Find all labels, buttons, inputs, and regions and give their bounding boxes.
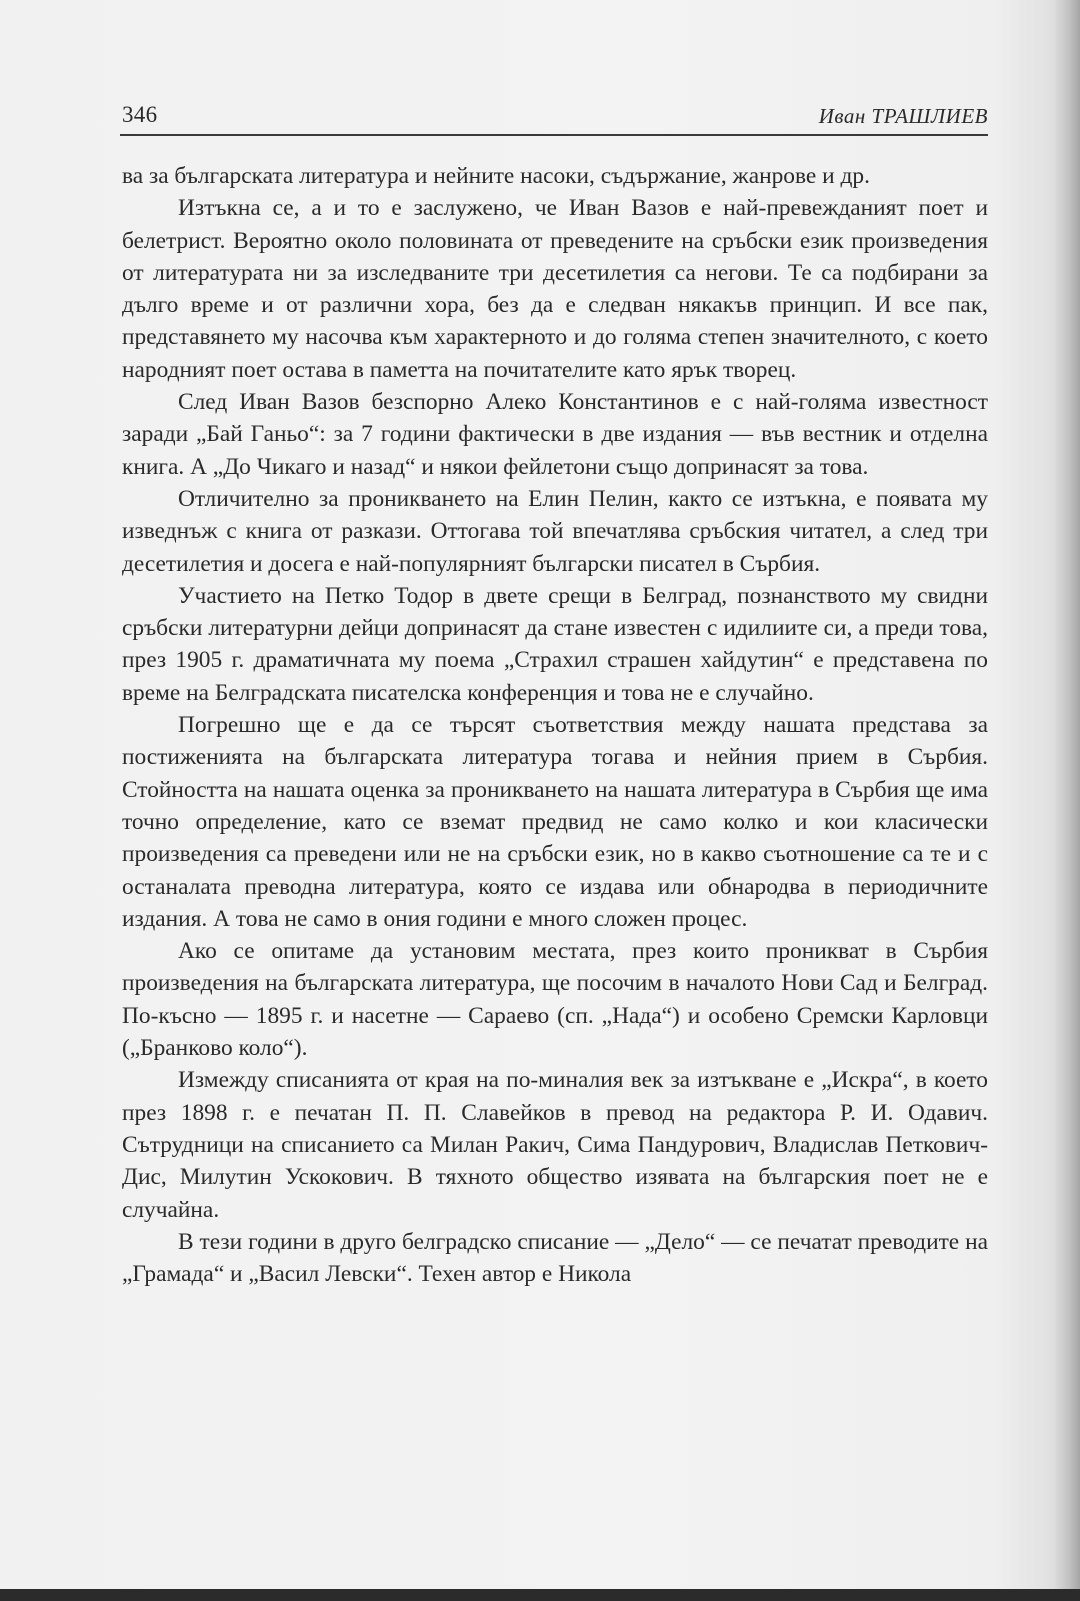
paragraph: След Иван Вазов безспорно Алеко Константинов е с най-голяма известност заради „Бай Ганьо“: за 7 години фактически в две издания — във вестник и отделна книга. А „До Чикаго и назад“ и някои фейлетони също допринасят за това.	[122, 389, 988, 480]
page-header	[122, 102, 988, 136]
paragraph: Ако се опитаме да установим местата, през които проникват в Сърбия произведения на българската литература, ще посочим в началото Нови Сад и Белград. По-късно — 1895 г. и насетне — Сараево (сп. „Нада“) и особено Сремски Карловци („Бранково коло“).	[122, 938, 988, 1062]
paragraph: ва за българската литература и нейните насоки, съдържание, жанрове и др.	[122, 163, 870, 189]
page-number: 346	[122, 102, 158, 127]
paragraph: Измежду списанията от края на по-миналия век за изтъкване е „Искра“, в което през 1898 г. е печатан П. П. Славейков в превод на редактора Р. И. Одавич. Сътрудници на списанието са Милан Ракич, Сима Пандурович, Владислав Петкович-Дис, Милутин Ускокович. В тяхното общество изявата на българския поет не е случайна.	[122, 1067, 988, 1223]
paragraph: Отличително за проникването на Елин Пелин, както се изтъкна, е появата му изведнъж с книга от разкази. Оттогава той впечатлява сръбския читател, а след три десетилетия и досега е най-популярният български писател в Сърбия.	[122, 485, 988, 577]
body-text	[122, 160, 988, 1290]
scan-bottom-edge	[0, 1589, 1080, 1601]
paragraph: В тези години в друго белградско списание — „Дело“ — се печатат преводите на „Грамада“ и „Васил Левски“. Техен автор е Никола	[122, 1228, 988, 1288]
running-head: Иван ТРАШЛИЕВ	[818, 104, 988, 128]
paragraph: Погрешно ще е да се търсят съответствия между нашата представа за постиженията на българската литература тогава и нейния прием в Сърбия. Стойността на нашата оценка за проникването на нашата литература в Сърбия ще има точно определение, като се вземат предвид не само колко и кои класически произведения са преведени или не на сръбски език, но в какво съотношение са те и с останалата преводна литература, която се издава или обнародва в периодичните издания. А това не само в ония години е много сложен процес.	[122, 712, 988, 932]
paragraph: Участието на Петко Тодор в двете срещи в Белград, познанството му свидни сръбски литературни дейци допринасят да стане известен с идилиите си, а преди това, през 1905 г. драматичната му поема „Страхил страшен хайдутин“ е представена по време на Белградската писателска конференция и това не е случайно.	[122, 582, 988, 706]
header-rule	[120, 134, 988, 136]
page-gutter-shadow	[1054, 0, 1080, 1601]
paragraph: Изтъкна се, а и то е заслужено, че Иван Вазов е най-превежданият поет и белетрист. Вероятно около половината от преведените на сръбски език произведения от литературата ни за изследваните три десетилетия са негови. Те са подбирани за дълго време и от различни хора, без да е следван някакъв принцип. И все пак, представянето му насочва към характерното и до голяма степен значителното, с което народният поет остава в паметта на почитателите като ярък творец.	[122, 195, 988, 383]
